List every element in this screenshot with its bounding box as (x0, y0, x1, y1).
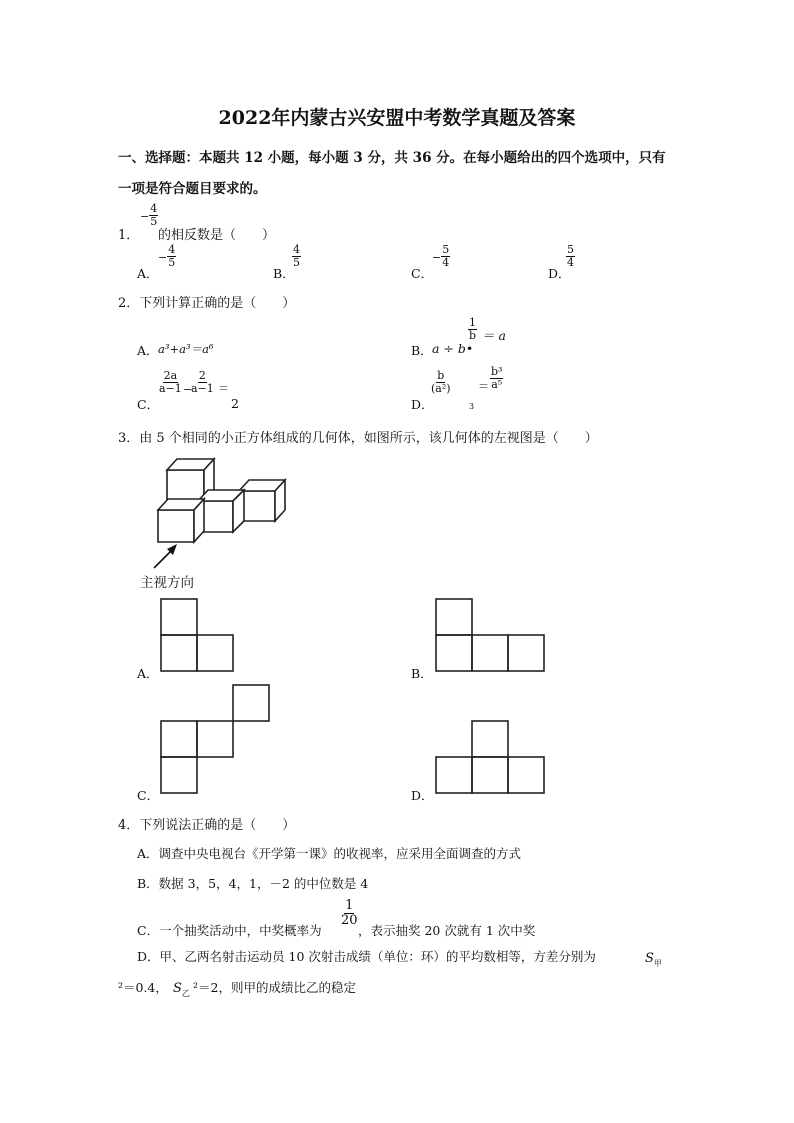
q4-option-c-pre: C．一个抽奖活动中，中奖概率为 (137, 923, 322, 938)
q4-stem: 4．下列说法正确的是（ ） (118, 818, 296, 833)
q3-direction-label: 主视方向 (140, 575, 194, 591)
section-heading-line1: 一、选择题：本题共 12 小题，每小题 3 分，共 36 分。在每小题给出的四个选项中，只有 (118, 150, 666, 166)
q4-option-d-line2-pre: ²＝0.4， (118, 980, 168, 995)
q4-option-c-fraction: $\frac{1}{20}$ (341, 898, 358, 928)
q1-option-d-label: D． (548, 266, 571, 281)
q2-option-c-result: 2 (231, 396, 239, 411)
q3-option-a-label: A． (137, 666, 159, 681)
q1-stem-text: 的相反数是（ ） (158, 228, 276, 243)
q2-option-b-label: B． (411, 343, 433, 358)
q3-solid-figure (150, 450, 300, 570)
q3-option-d-view (435, 720, 547, 796)
q1-number: 1． (118, 228, 140, 243)
q1-option-d-fraction: $\frac{5}{4}$ (567, 243, 574, 269)
q4-option-d-variance-2: $S_乙$ (173, 981, 190, 999)
q3-option-b-view (435, 598, 547, 672)
q1-option-a-label: A． (137, 266, 159, 281)
q3-option-d-label: D． (411, 788, 434, 803)
q2-option-b-fraction: $\frac{1}{b}$ (469, 316, 477, 342)
q2-option-c-minus: − (183, 383, 193, 396)
q1-option-c-fraction: − $\frac{5}{4}$ (432, 243, 450, 269)
q2-option-a-label: A． (137, 343, 159, 358)
q2-option-b-pre: a ÷ b• (432, 341, 474, 356)
q2-option-d-equals: ＝ (478, 380, 489, 393)
q1-option-c-label: C． (411, 266, 434, 281)
q2-option-d-label: D． (411, 397, 434, 412)
q4-option-b: B．数据 3，5，4，1，－2 的中位数是 4 (137, 876, 369, 891)
section-heading-line2: 一项是符合题目要求的。 (118, 181, 267, 197)
q2-option-d-exponent: 3 (469, 402, 475, 411)
q3-stem: 3．由 5 个相同的小正方体组成的几何体，如图所示，该几何体的左视图是（ ） (118, 431, 598, 446)
q3-option-c-label: C． (137, 788, 160, 803)
q3-option-b-label: B． (411, 666, 433, 681)
q4-option-d-line1: D．甲、乙两名射击运动员 10 次射击成绩（单位：环）的平均数相等，方差分别为 (137, 949, 596, 964)
q4-option-d-line2-post: ²＝2，则甲的成绩比乙的稳定 (193, 980, 356, 995)
q2-option-c-equals: ＝ (218, 382, 229, 395)
q2-option-d-result: $\frac{\text{b³}}{\text{a⁵}}$ (491, 365, 503, 391)
q1-option-a-fraction: − $\frac{4}{5}$ (158, 243, 176, 269)
q3-option-a-view (160, 598, 236, 672)
q2-option-d-fraction: $\frac{b}{\text{(a²)}}$ (431, 369, 451, 395)
q1-option-b-fraction: $\frac{4}{5}$ (293, 243, 300, 269)
q2-option-b-post: ＝ a (482, 328, 506, 343)
q2-option-c-label: C． (137, 397, 160, 412)
q1-stem-fraction: − $\frac{4}{5}$ (140, 202, 158, 228)
page-title: 2022年内蒙古兴安盟中考数学真题及答案 (218, 107, 576, 129)
q4-option-a: A．调查中央电视台《开学第一课》的收视率，应采用全面调查的方式 (137, 846, 522, 861)
q1-option-b-label: B． (273, 266, 295, 281)
q4-option-d-variance-1: $S_甲$ (645, 951, 662, 969)
q2-stem: 2．下列计算正确的是（ ） (118, 296, 296, 311)
q2-option-c-fraction-1: $\frac{2a}{a-1}$ (159, 369, 182, 395)
q2-option-c-fraction-2: $\frac{2}{a-1}$ (191, 369, 214, 395)
q3-option-c-view (160, 684, 272, 796)
q2-option-a-expression: a³+a³＝a⁶ (158, 342, 214, 356)
q4-option-c-post: ，表示抽奖 20 次就有 1 次中奖 (358, 923, 536, 938)
